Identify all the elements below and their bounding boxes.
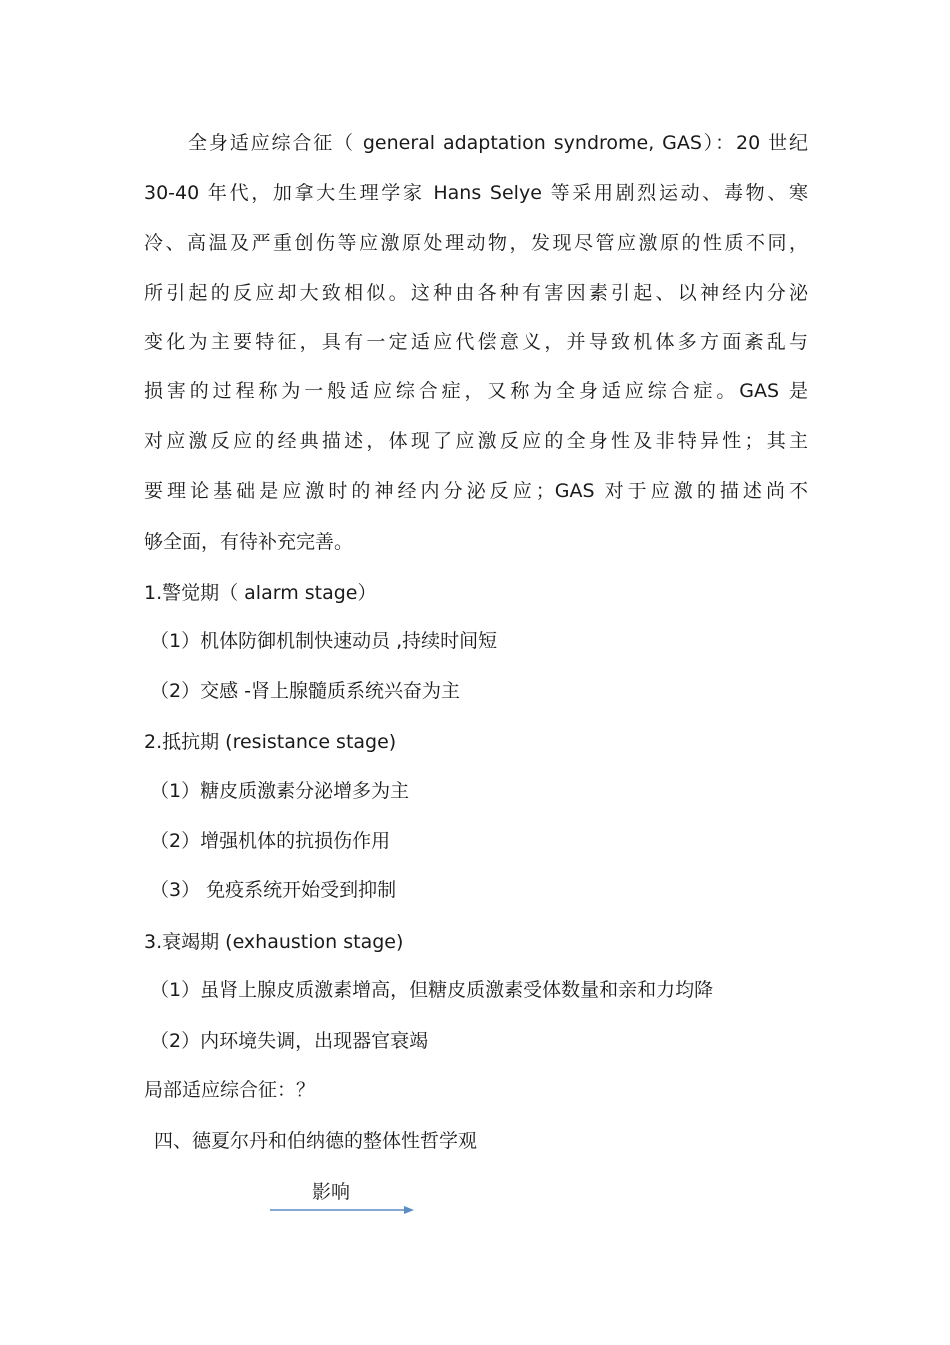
stage-heading-exhaustion: 3.衰竭期 (exhaustion stage) <box>144 931 404 953</box>
intro-line: 所引起的反应却大致相似。这种由各种有害因素引起、以神经内分泌 <box>144 282 808 304</box>
intro-line: 损害的过程称为一般适应综合症，又称为全身适应综合症。GAS 是 <box>144 380 808 402</box>
local-syndrome-line: 局部适应综合征：？ <box>144 1079 316 1101</box>
intro-line: 对应激反应的经典描述，体现了应激反应的全身性及非特异性；其主 <box>144 430 808 452</box>
stage-item: （1）机体防御机制快速动员 ,持续时间短 <box>150 630 498 652</box>
stage-heading-alarm: 1.警觉期（ alarm stage） <box>144 582 377 604</box>
stage-item: （2）增强机体的抗损伤作用 <box>150 830 391 852</box>
stage-item: （3） 免疫系统开始受到抑制 <box>150 879 397 901</box>
stage-item: （1）虽肾上腺皮质激素增高，但糖皮质激素受体数量和亲和力均降 <box>150 979 714 1001</box>
intro-line: 变化为主要特征，具有一定适应代偿意义，并导致机体多方面紊乱与 <box>144 331 808 353</box>
intro-line: 全身适应综合征（ general adaptation syndrome, GAS）：20 世纪 <box>188 132 808 154</box>
section-four-title: 四、德夏尔丹和伯纳德的整体性哲学观 <box>154 1130 478 1152</box>
intro-line: 30-40 年代，加拿大生理学家 Hans Selye 等采用剧烈运动、毒物、寒 <box>144 182 808 204</box>
arrow-label: 影响 <box>312 1181 351 1203</box>
intro-line: 够全面，有待补充完善。 <box>144 531 354 553</box>
stage-item: （2）内环境失调，出现器官衰竭 <box>150 1030 429 1052</box>
stage-item: （2）交感 -肾上腺髓质系统兴奋为主 <box>150 680 460 702</box>
stage-heading-resistance: 2.抵抗期 (resistance stage) <box>144 731 397 753</box>
stage-item: （1）糖皮质激素分泌增多为主 <box>150 780 410 802</box>
intro-line: 冷、高温及严重创伤等应激原处理动物，发现尽管应激原的性质不同， <box>144 232 808 254</box>
intro-line: 要理论基础是应激时的神经内分泌反应；GAS 对于应激的描述尚不 <box>144 480 808 502</box>
arrow-right-icon <box>268 1202 418 1218</box>
